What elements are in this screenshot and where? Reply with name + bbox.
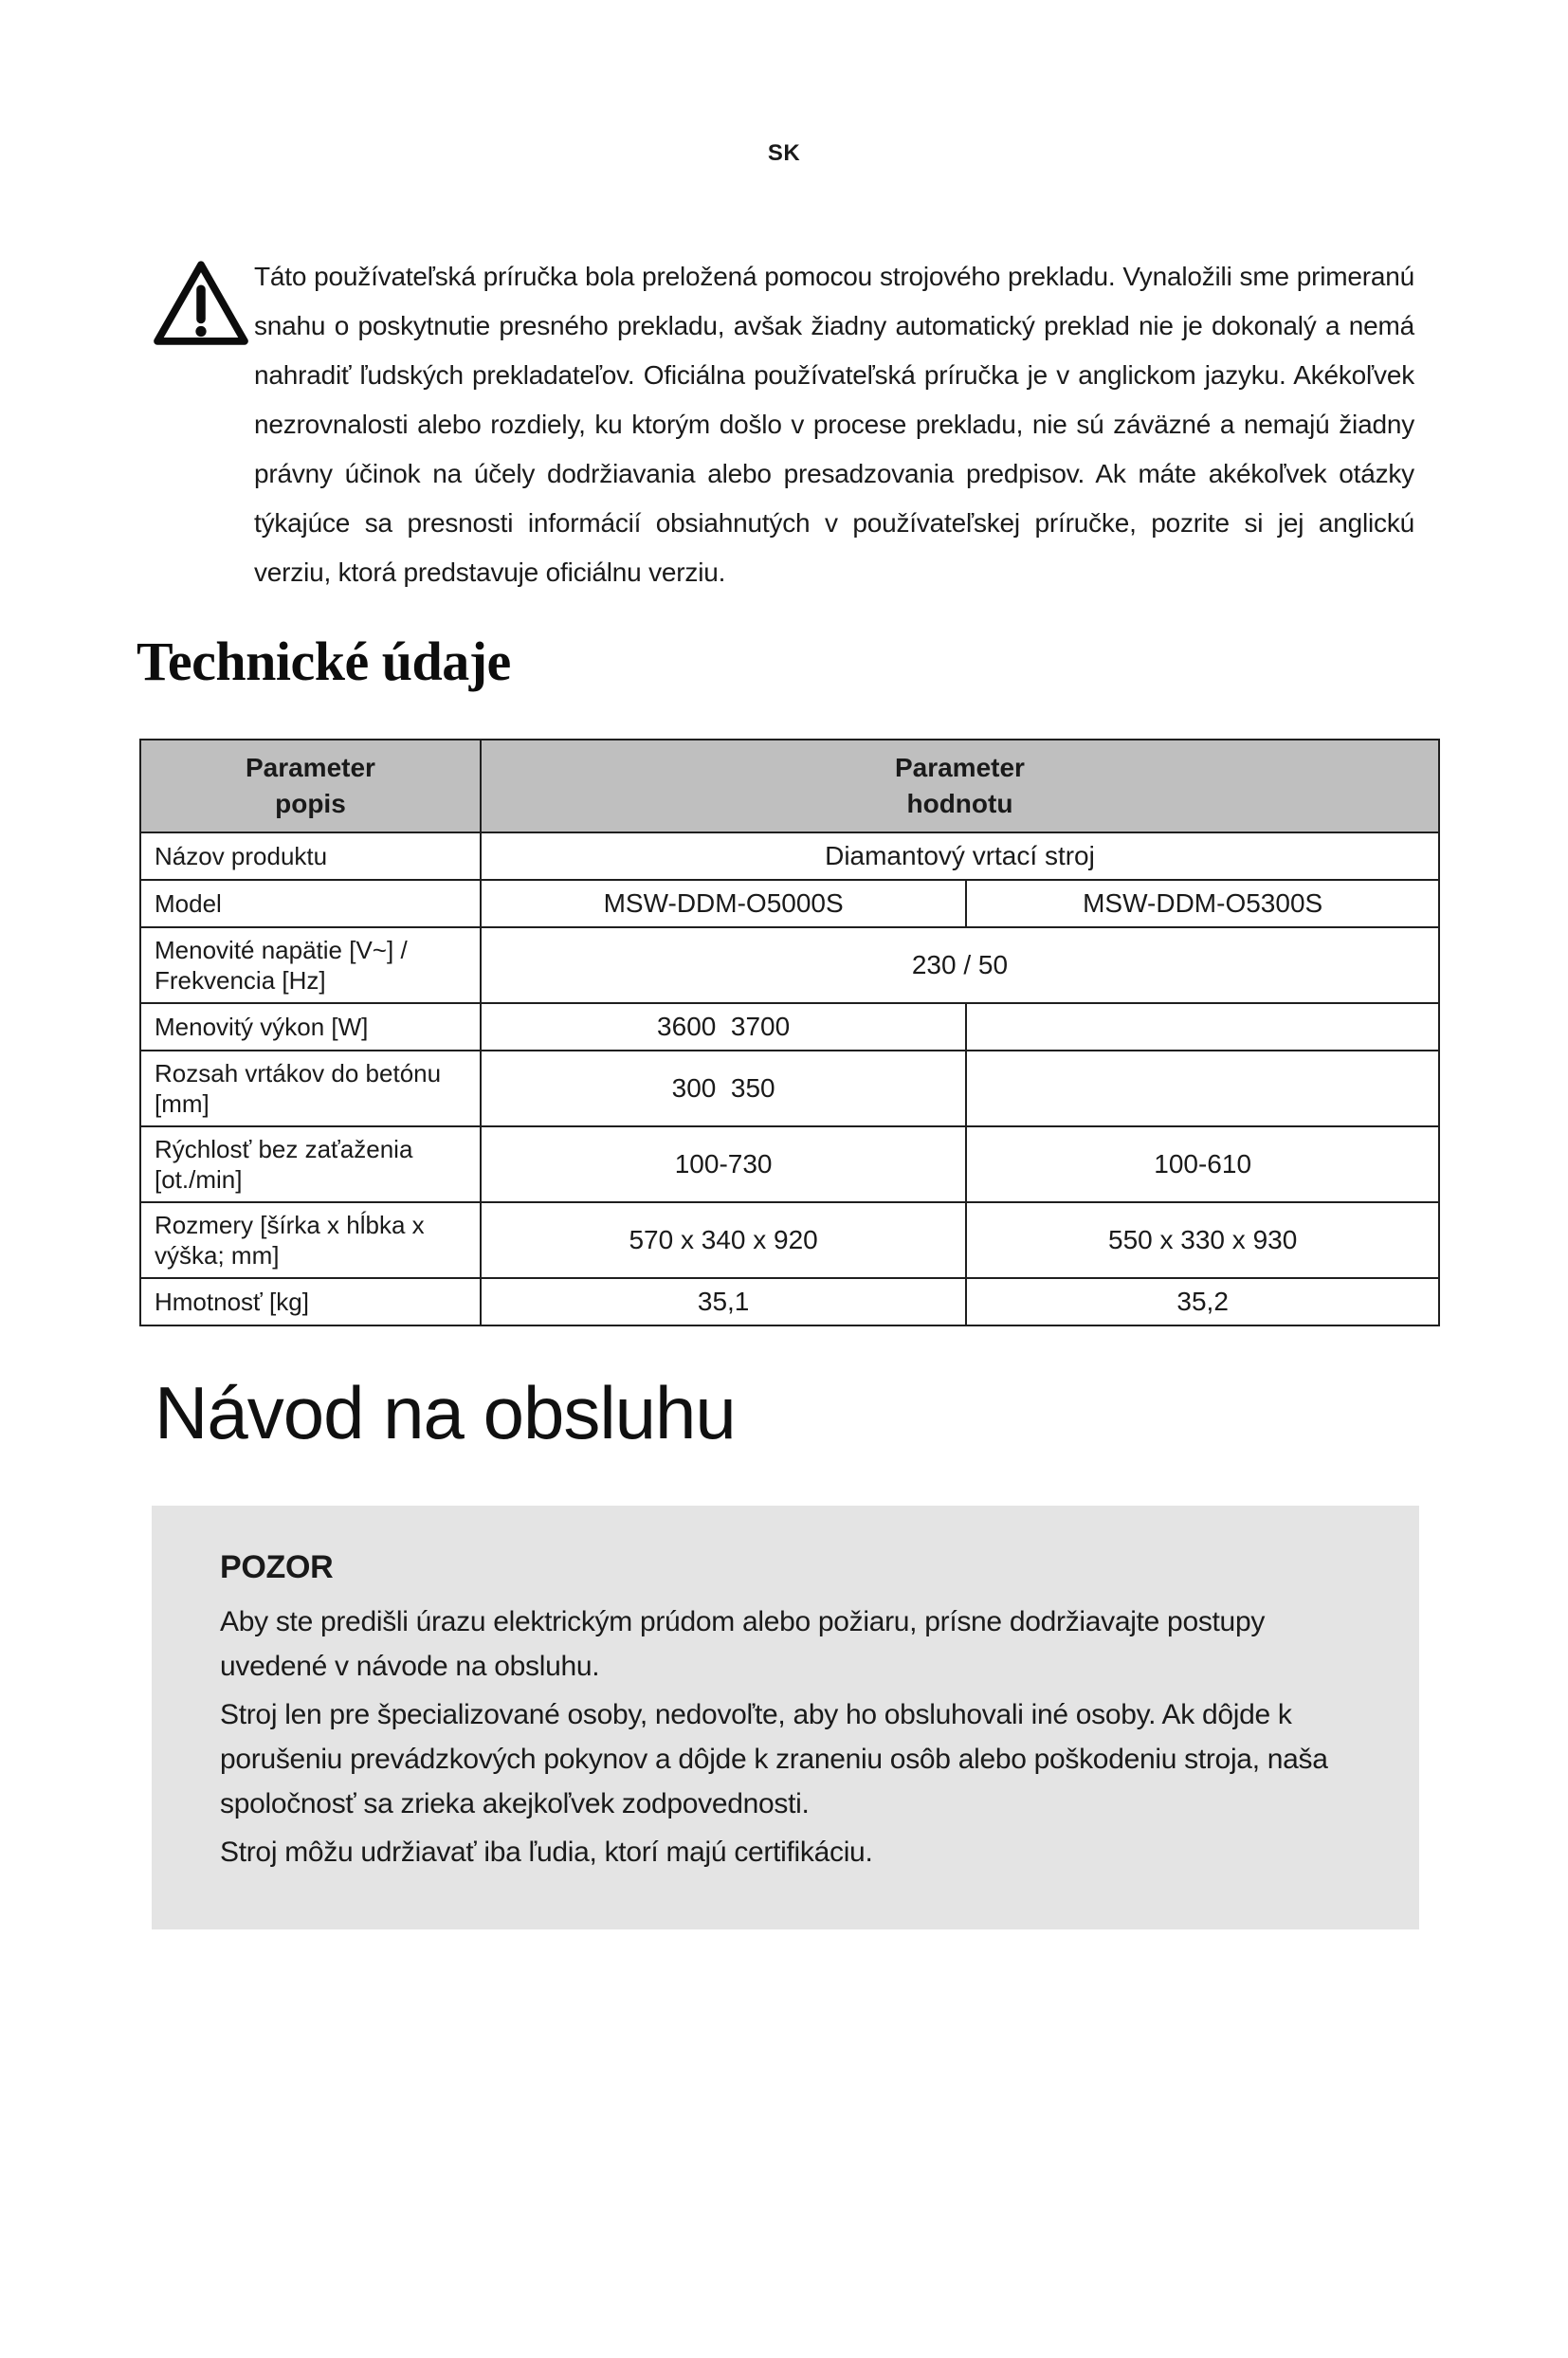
translation-disclaimer	[152, 252, 1414, 597]
caution-paragraph: Stroj len pre špecializované osoby, nedovoľte, aby ho obsluhovali iné osoby. Ak dôjde k porušeniu prevádzkových pokynov a dôjde k zraneniu osôb alebo poškodeniu stroja, naša spoločnosť sa zrieka akejkoľvek zodpovednosti.	[220, 1699, 1328, 1819]
header-text: Parameter	[894, 753, 1025, 782]
row-value-model-1: 100-730	[481, 1126, 966, 1202]
caution-title: POZOR	[220, 1549, 334, 1585]
row-label: Rozmery [šírka x hĺbka x výška; mm]	[140, 1202, 481, 1278]
table-row-drill-range	[140, 1051, 1439, 1126]
row-value-model-2: MSW-DDM-O5300S	[966, 880, 1439, 927]
row-value-model-1: MSW-DDM-O5000S	[481, 880, 966, 927]
spec-table	[139, 739, 1440, 1326]
header-text: popis	[275, 789, 346, 818]
table-row-product-name	[140, 832, 1439, 880]
header-text: Parameter	[245, 753, 375, 782]
row-label: Menovité napätie [V~] / Frekvencia [Hz]	[140, 927, 481, 1003]
row-value-model-2: 35,2	[966, 1278, 1439, 1325]
header-parameter-value	[481, 740, 1439, 832]
caution-paragraph: Stroj môžu udržiavať iba ľudia, ktorí majú certifikáciu.	[220, 1837, 873, 1868]
table-row-weight	[140, 1278, 1439, 1325]
table-row-voltage-frequency	[140, 927, 1439, 1003]
row-value-model-2	[966, 1003, 1439, 1051]
table-row-dimensions	[140, 1202, 1439, 1278]
table-row-rated-power	[140, 1003, 1439, 1051]
manual-heading: Návod na obsluhu	[155, 1371, 736, 1454]
page	[0, 140, 1568, 2358]
row-label: Model	[140, 880, 481, 927]
row-value-model-2	[966, 1051, 1439, 1126]
row-value: 230 / 50	[481, 927, 1439, 1003]
row-label: Hmotnosť [kg]	[140, 1278, 481, 1325]
row-value-model-1: 570 x 340 x 920	[481, 1202, 966, 1278]
row-value: Diamantový vrtací stroj	[481, 832, 1439, 880]
row-value-model-2: 100-610	[966, 1126, 1439, 1202]
warning-triangle-icon	[152, 252, 254, 349]
row-label: Názov produktu	[140, 832, 481, 880]
row-value-model-1: 3600 3700	[481, 1003, 966, 1051]
disclaimer-text: Táto používateľská príručka bola preložená pomocou strojového prekladu. Vynaložili sme primeranú snahu o poskytnutie presného prekladu, avšak žiadny automatický preklad nie je dokonalý a nemá nahradiť ľudských prekladateľov. Oficiálna používateľská príručka je v anglickom jazyku. Akékoľvek nezrovnalosti alebo rozdiely, ku ktorým došlo v procese prekladu, nie sú záväzné a nemajú žiadny právny účinok na účely dodržiavania alebo presadzovania predpisov. Ak máte akékoľvek otázky týkajúce sa presnosti informácií obsiahnutých v používateľskej príručke, pozrite si jej anglickú verziu, ktorá predstavuje oficiálnu verziu.	[254, 262, 1414, 587]
row-value-model-1: 300 350	[481, 1051, 966, 1126]
tech-data-heading: Technické údaje	[137, 631, 511, 692]
language-code: SK	[767, 140, 801, 166]
row-label: Rýchlosť bez zaťaženia [ot./min]	[140, 1126, 481, 1202]
row-value-model-1: 35,1	[481, 1278, 966, 1325]
caution-box	[152, 1506, 1419, 1929]
row-label: Menovitý výkon [W]	[140, 1003, 481, 1051]
header-parameter-description	[140, 740, 481, 832]
row-value-model-2: 550 x 330 x 930	[966, 1202, 1439, 1278]
table-row-model	[140, 880, 1439, 927]
header-text: hodnotu	[906, 789, 1013, 818]
caution-paragraph: Aby ste predišli úrazu elektrickým prúdom alebo požiaru, prísne dodržiavajte postupy uvedené v návode na obsluhu.	[220, 1606, 1266, 1682]
table-row-no-load-speed	[140, 1126, 1439, 1202]
row-label: Rozsah vrtákov do betónu [mm]	[140, 1051, 481, 1126]
spec-table-header-row	[140, 740, 1439, 832]
